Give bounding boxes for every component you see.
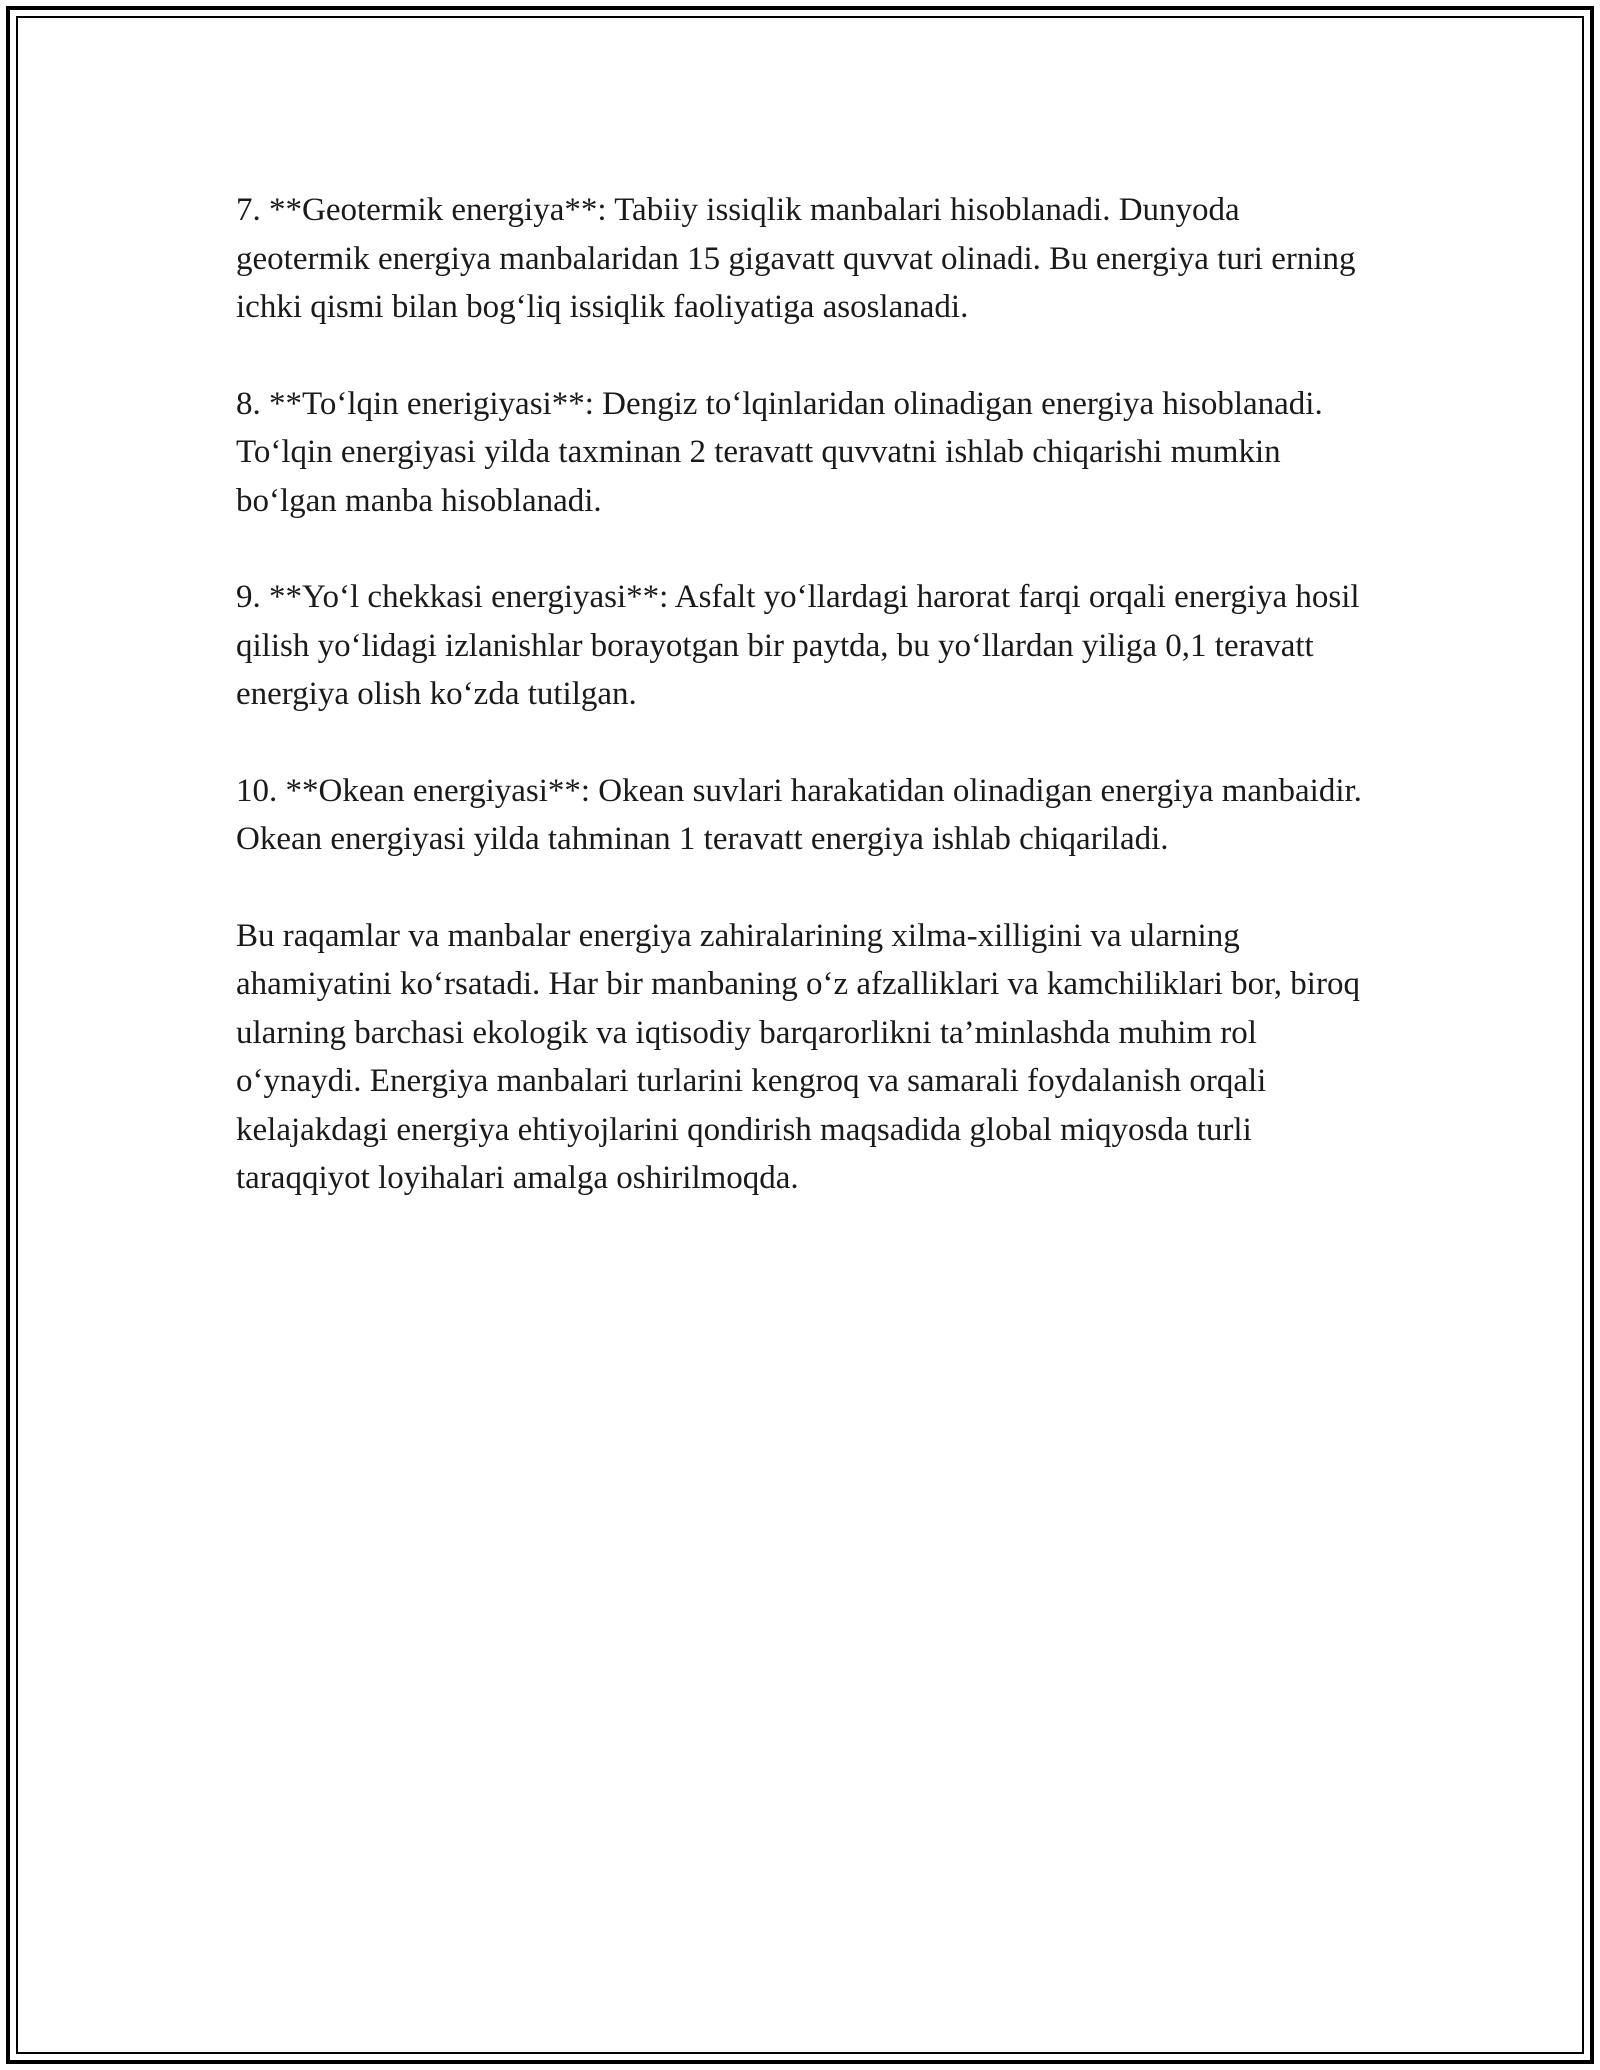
paragraph-geothermal-energy: 7. **Geotermik energiya**: Tabiiy issiqlik manbalari hisoblanadi. Dunyoda geotermik energiya manbalaridan 15 gigavatt quvvat olinadi. Bu energiya turi erning ichki qismi bilan bog‘liq issiqlik faoliyatiga asoslanadi. bbox=[236, 192, 1356, 325]
paragraph-wave-energy: 8. **To‘lqin enerigiyasi**: Dengiz to‘lqinlaridan olinadigan energiya hisoblanadi. To‘lqin energiyasi yilda taxminan 2 teravatt quvvatni ishlab chiqarishi mumkin bo‘lgan manba hisoblanadi. bbox=[236, 385, 1323, 519]
paragraph-ocean-energy: 10. **Okean energiyasi**: Okean suvlari harakatidan olinadigan energiya manbaidir. Okean energiyasi yilda tahminan 1 teravatt energiya ishlab chiqariladi. bbox=[236, 772, 1362, 857]
paragraph-conclusion: Bu raqamlar va manbalar energiya zahiralarining xilma-xilligini va ularning ahamiyatini ko‘rsatadi. Har bir manbaning o‘z afzalliklari va kamchiliklari bor, biroq ularning barchasi ekologik va iqtisodiy barqarorlikni ta’minlashda muhim rol o‘ynaydi. Energiya manbalari turlarini kengroq va samarali foydalanish orqali kelajakdagi energiya ehtiyojlarini qondirish maqsadida global miqyosda turli taraqqiyot loyihalari amalga oshirilmoqda. bbox=[236, 917, 1360, 1196]
document-body bbox=[236, 186, 1376, 1203]
paragraph-roadside-energy: 9. **Yo‘l chekkasi energiyasi**: Asfalt yo‘llardagi harorat farqi orqali energiya hosil qilish yo‘lidagi izlanishlar borayotgan bir paytda, bu yo‘llardan yiliga 0,1 teravatt energiya olish ko‘zda tutilgan. bbox=[236, 579, 1360, 712]
